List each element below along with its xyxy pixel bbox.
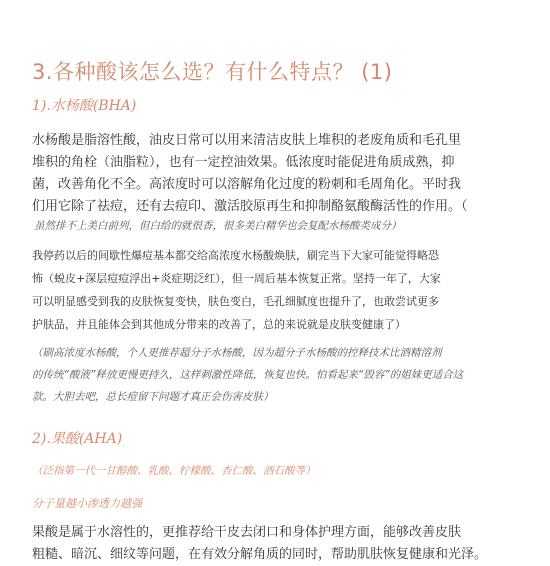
text-line: 堆积的角栓（油脂粒），也有一定控油效果。低浓度时能促进角质成熟，抑: [32, 155, 455, 170]
aha-title: 2).果酸(AHA): [32, 431, 123, 447]
text-line: 水杨酸是脂溶性酸，油皮日常可以用来清洁皮肤上堆积的老废角质和毛孔里: [32, 133, 462, 148]
text-line: 们用它除了祛痘，还有去痘印、激活胶原再生和抑制酪氨酸酶活性的作用。（: [32, 199, 468, 214]
text-line: 菌，改善角化不全。高浓度时可以溶解角化过度的粉刺和毛周角化。平时我: [32, 177, 462, 192]
text-line: 粗糙、暗沉、细纹等问题，在有效分解角质的同时，帮助肌肤恢复健康和光泽。: [32, 547, 488, 562]
aha-acid-list: （泛指第一代一甘醇酸、乳酸、柠檬酸、杏仁酸、酒石酸等）: [32, 465, 316, 477]
bha-paragraph-3: [32, 342, 527, 408]
section-heading: 3.各种酸该怎么选？有什么特点？ (1): [32, 60, 393, 84]
aha-subtitle: 分子量越小渗透力越强: [32, 497, 142, 510]
text-line: 怖（蜕皮+深层痘痘浮出+炎症期泛红），但一周后基本恢复正常。坚持一年了，大家: [32, 272, 441, 285]
bha-title: 1).水杨酸(BHA): [32, 98, 137, 114]
bha-paragraph-1-note: 虽然排不上美白前列，但白给的就很香，很多美白精华也会复配水杨酸类成分）: [34, 220, 402, 232]
text-line: 可以明显感受到我的皮肤恢复变快，肤色变白，毛孔细腻度也提升了，也敢尝试更多: [32, 295, 439, 308]
text-line: 的传统“酸液”释放更慢更持久，这样刺激性降低，恢复也快。怕看起来“毁容”的姐妹更适合这: [32, 369, 464, 381]
text-line: 护肤品，并且能体会到其他成分带来的改善了，总的来说就是皮肤变健康了）: [32, 318, 406, 331]
text-line: 果酸是属于水溶性的，更推荐给干皮去闭口和身体护理方面，能够改善皮肤: [32, 525, 462, 540]
text-line: （刷高浓度水杨酸，个人更推荐超分子水杨酸，因为超分子水杨酸的控释技术比酒精溶剂: [32, 347, 442, 359]
bha-paragraph-1: [32, 130, 522, 218]
bha-paragraph-2: [32, 244, 527, 336]
aha-paragraph-1: [32, 522, 522, 566]
text-line: 我停药以后的间歇性爆痘基本都交给高浓度水杨酸焕肤，刷完当下大家可能觉得略恐: [32, 249, 439, 262]
text-line: 款。大胆去吧，总长痘留下问题才真正会伤害皮肤）: [32, 391, 274, 403]
